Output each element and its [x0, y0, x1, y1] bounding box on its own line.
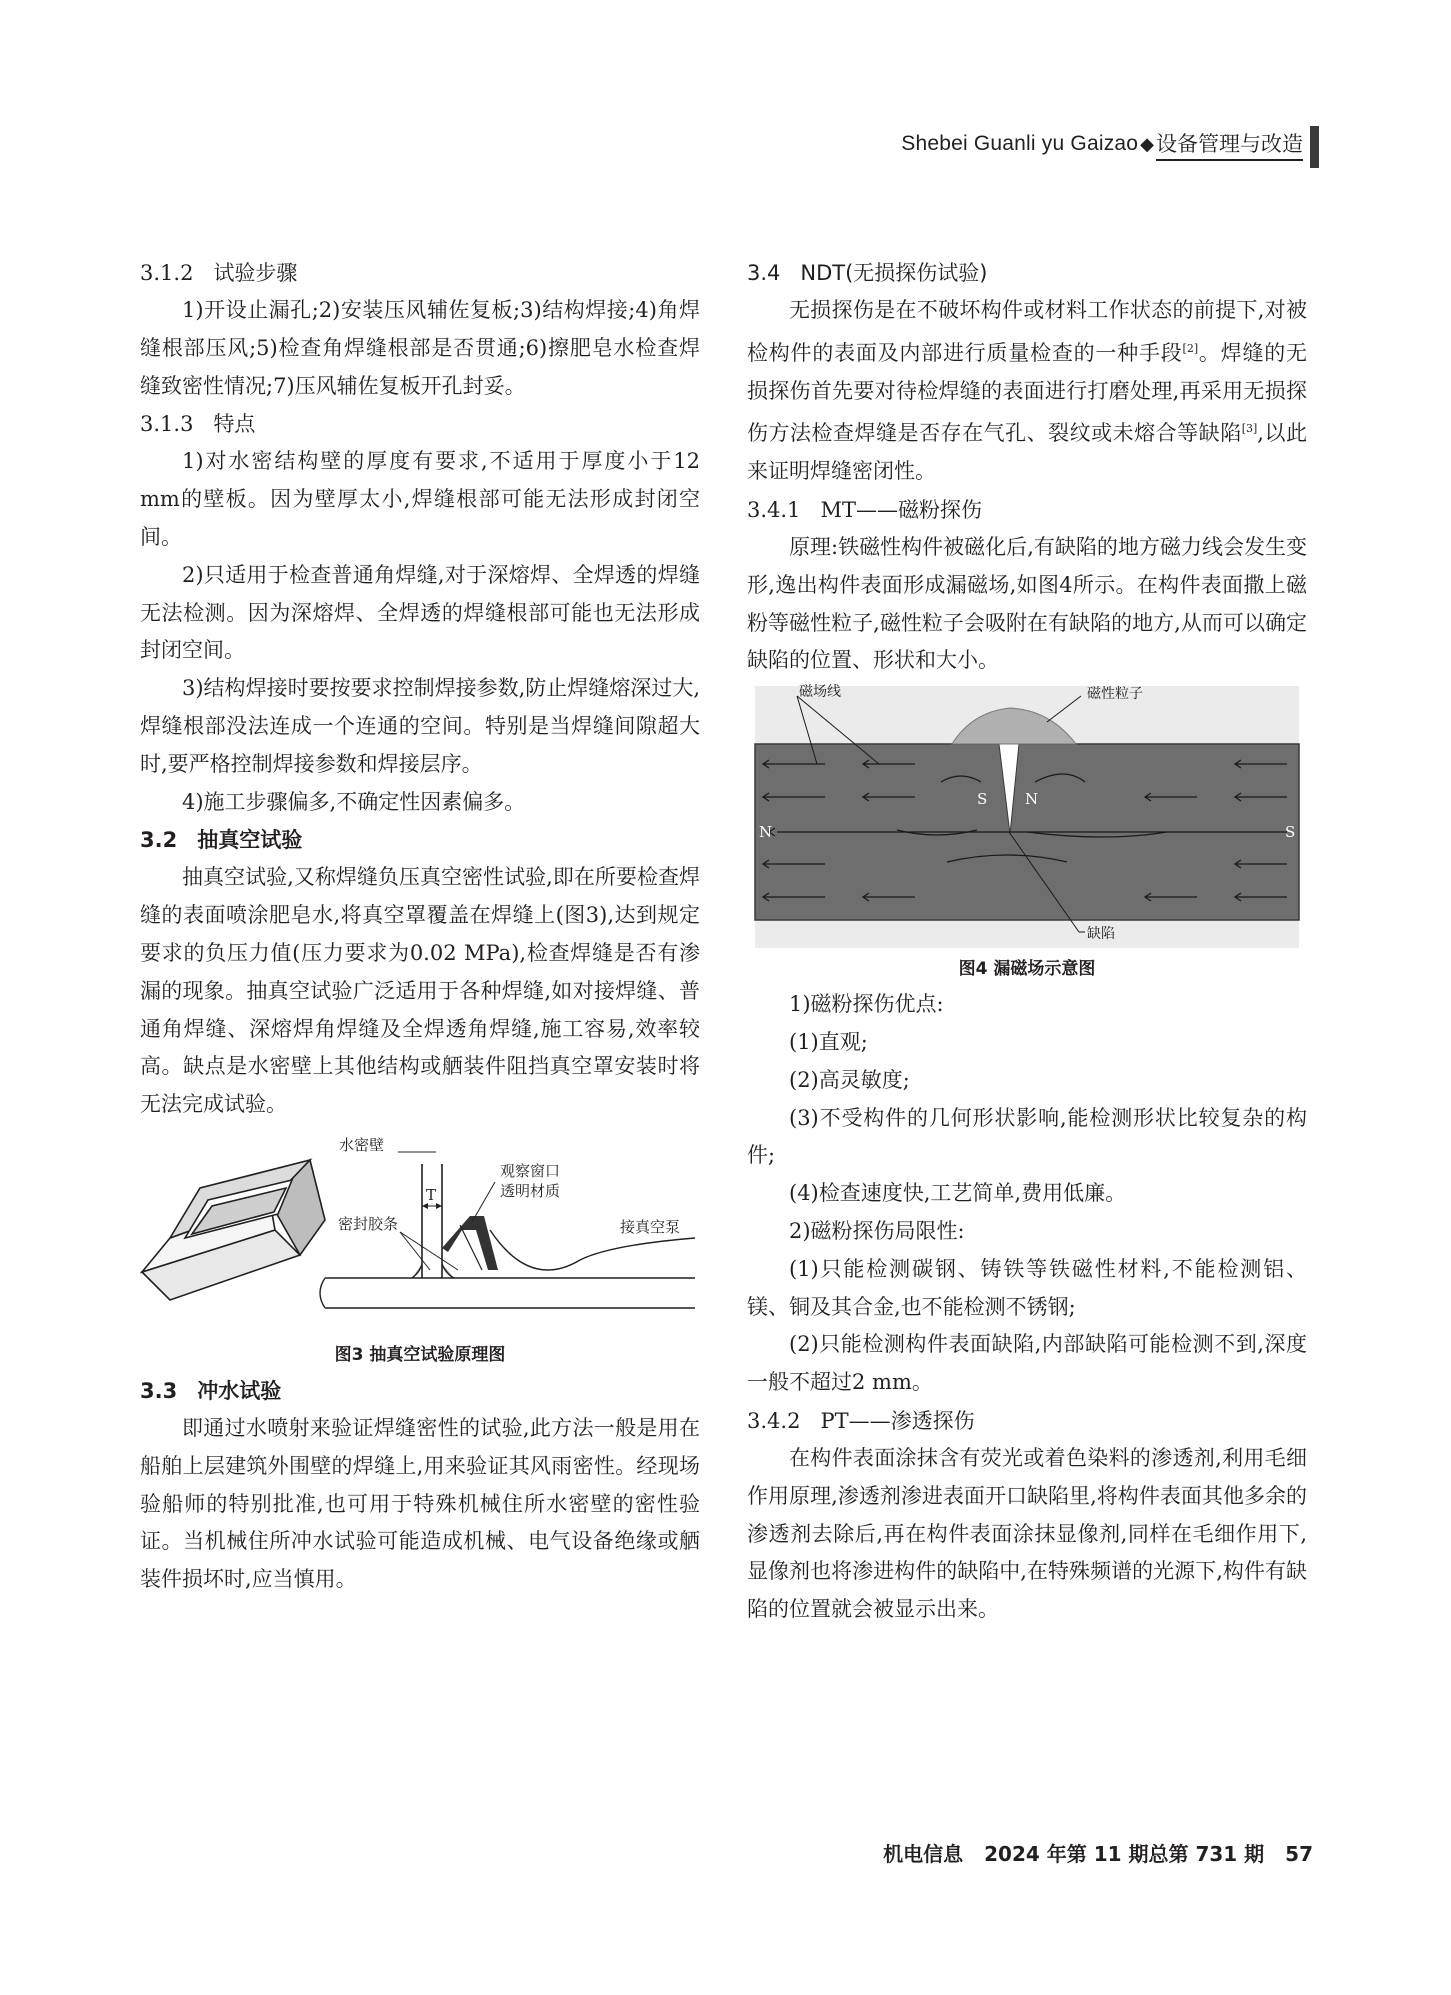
section-title: 试验步骤	[213, 261, 298, 285]
citation-3: [3]	[1241, 422, 1258, 436]
list-item: (1)直观;	[789, 1029, 868, 1054]
paragraph: 1)对水密结构壁的厚度有要求,不适用于厚度小于12 mm的壁板。因为壁厚太小,焊缝根部可能无法形成封闭空间。	[140, 449, 700, 549]
seal-strip-label: 密封胶条	[338, 1214, 399, 1233]
paragraph: 2)只适用于检查普通角焊缝,对于深熔焊、全焊透的焊缝无法检测。因为深熔焊、全焊透的焊缝根部可能也无法形成封闭空间。	[140, 562, 700, 663]
right-column	[747, 254, 1307, 1629]
paragraph: 抽真空试验,又称焊缝负压真空密性试验,即在所要检查焊缝的表面喷涂肥皂水,将真空罩覆盖在焊缝上(图3),达到规定要求的负压力值(压力要求为0.02 MPa),检查焊缝是否有渗漏的现象。抽真空试验广泛适用于各种焊缝,如对接焊缝、普通角焊缝、深熔焊角焊缝及全焊透角焊缝,施工容易,效率较高。缺点是水密壁上其他结构或舾装件阻挡真空罩安装时将无法完成试验。	[140, 865, 700, 1117]
magnetic-leakage-diagram	[747, 682, 1307, 952]
paragraph: 1)开设止漏孔;2)安装压风辅佐复板;3)结构焊接;4)角焊缝根部压风;5)检查角焊缝根部是否贯通;6)擦肥皂水检查焊缝致密性情况;7)压风辅佐复板开孔封妥。	[140, 298, 700, 398]
paragraph: 原理:铁磁性构件被磁化后,有缺陷的地方磁力线会发生变形,逸出构件表面形成漏磁场,如图4所示。在构件表面撒上磁粉等磁性粒子,磁性粒子会吸附在有缺陷的地方,从而可以确定缺陷的位置、形状和大小。	[747, 534, 1307, 673]
footer-journal: 机电信息	[883, 1842, 964, 1866]
section-number: 3.1.3	[140, 412, 194, 437]
paragraph-text: 。焊缝的无损探伤首先要对待检焊缝的表面进行打磨处理,再采用无损探伤方法检查焊缝是否存在气孔、裂纹或未熔合等缺陷	[747, 340, 1308, 446]
figure-4	[747, 682, 1307, 952]
footer-issue: 2024 年第 11 期总第 731 期	[984, 1842, 1265, 1866]
section-title: PT——渗透探伤	[820, 1408, 975, 1433]
section-number: 3.1.2	[140, 261, 194, 285]
section-number: 3.4.1	[747, 497, 801, 522]
figure-4-caption: 图4 漏磁场示意图	[958, 959, 1096, 980]
page-number: 57	[1285, 1842, 1313, 1866]
header-bar-decoration	[1310, 126, 1319, 168]
magnetic-particles-label: 磁性粒子	[1087, 686, 1143, 703]
section-heading-3-1-3	[140, 405, 700, 443]
section-heading-3-4-2	[747, 1402, 1307, 1440]
section-heading-3-2	[140, 821, 700, 859]
section-heading-3-4	[747, 254, 1307, 292]
section-title: 特点	[213, 412, 256, 437]
section-title: 抽真空试验	[197, 828, 303, 853]
journal-name-en: Shebei Guanli yu Gaizao	[901, 132, 1139, 155]
journal-name-cn: 设备管理与改造	[1156, 128, 1303, 161]
section-title: MT——磁粉探伤	[820, 497, 982, 522]
window-label-2: 透明材质	[500, 1181, 561, 1200]
list-heading: 2)磁粉探伤局限性:	[789, 1218, 965, 1243]
defect-label: 缺陷	[1087, 926, 1115, 943]
figure-3-caption: 图3 抽真空试验原理图	[334, 1344, 506, 1365]
section-number: 3.4	[747, 261, 781, 285]
citation-2: [2]	[1182, 341, 1199, 355]
section-number: 3.4.2	[747, 1408, 801, 1433]
section-title: NDT(无损探伤试验)	[800, 261, 988, 285]
section-title: 冲水试验	[197, 1378, 282, 1403]
running-header	[901, 126, 1303, 162]
paragraph-text: ,以此来证明焊缝密闭性。	[747, 421, 1307, 484]
watertight-wall-label: 水密壁	[339, 1135, 385, 1154]
figure-3	[140, 1130, 700, 1338]
list-heading: 1)磁粉探伤优点:	[789, 992, 944, 1017]
section-heading-3-3	[140, 1372, 700, 1410]
paragraph: 3)结构焊接时要按要求控制焊接参数,防止焊缝熔深过大,焊缝根部没法连成一个连通的空间。特别是当焊缝间隙超大时,要严格控制焊接参数和焊接层序。	[140, 676, 700, 776]
vacuum-pump-label: 接真空泵	[620, 1217, 681, 1236]
diamond-separator-icon: ◆	[1140, 133, 1154, 155]
list-item: (4)检查速度快,工艺简单,费用低廉。	[789, 1181, 1127, 1206]
paragraph: 4)施工步骤偏多,不确定性因素偏多。	[182, 789, 526, 814]
vacuum-test-diagram	[140, 1130, 700, 1338]
field-lines-label: 磁场线	[799, 684, 841, 701]
list-item: (3)不受构件的几何形状影响,能检测形状比较复杂的构件;	[747, 1105, 1307, 1168]
left-column	[140, 254, 700, 1599]
paragraph: 在构件表面涂抹含有荧光或着色染料的渗透剂,利用毛细作用原理,渗透剂渗进表面开口缺陷里,将构件表面其他多余的渗透剂去除后,再在构件表面涂抹显像剂,同样在毛细作用下,显像剂也将渗进构件的缺陷中,在特殊频谱的光源下,构件有缺陷的位置就会被显示出来。	[747, 1445, 1307, 1622]
list-item: (2)高灵敏度;	[789, 1067, 910, 1092]
pole-s-right-label: S	[1285, 823, 1296, 842]
page-footer	[869, 1838, 1313, 1867]
pole-n-inner-label: N	[1025, 790, 1039, 809]
pole-n-left-label: N	[759, 823, 773, 842]
list-item: (2)只能检测构件表面缺陷,内部缺陷可能检测不到,深度一般不超过2 mm。	[747, 1332, 1307, 1395]
paragraph	[747, 292, 1307, 491]
section-number: 3.3	[140, 1378, 178, 1403]
paragraph: 即通过水喷射来验证焊缝密性的试验,此方法一般是用在船舶上层建筑外围壁的焊缝上,用来验证其风雨密性。经现场验船师的特别批准,也可用于特殊机械住所水密壁的密性验证。当机械住所冲水试验可能造成机械、电气设备绝缘或舾装件损坏时,应当慎用。	[140, 1415, 700, 1592]
paragraph-text: 无损探伤是在不破坏构件或材料工作状态的前提下,对被检构件的表面及内部进行质量检查的一种手段	[747, 298, 1307, 365]
section-number: 3.2	[140, 828, 178, 853]
pole-s-inner-label: S	[977, 790, 988, 809]
list-item: (1)只能检测碳钢、铸铁等铁磁性材料,不能检测铝、镁、铜及其合金,也不能检测不锈钢;	[747, 1256, 1307, 1319]
section-heading-3-4-1	[747, 491, 1307, 529]
section-heading-3-1-2	[140, 254, 700, 292]
thickness-label: T	[426, 1185, 437, 1204]
window-label-1: 观察窗口	[500, 1161, 561, 1180]
